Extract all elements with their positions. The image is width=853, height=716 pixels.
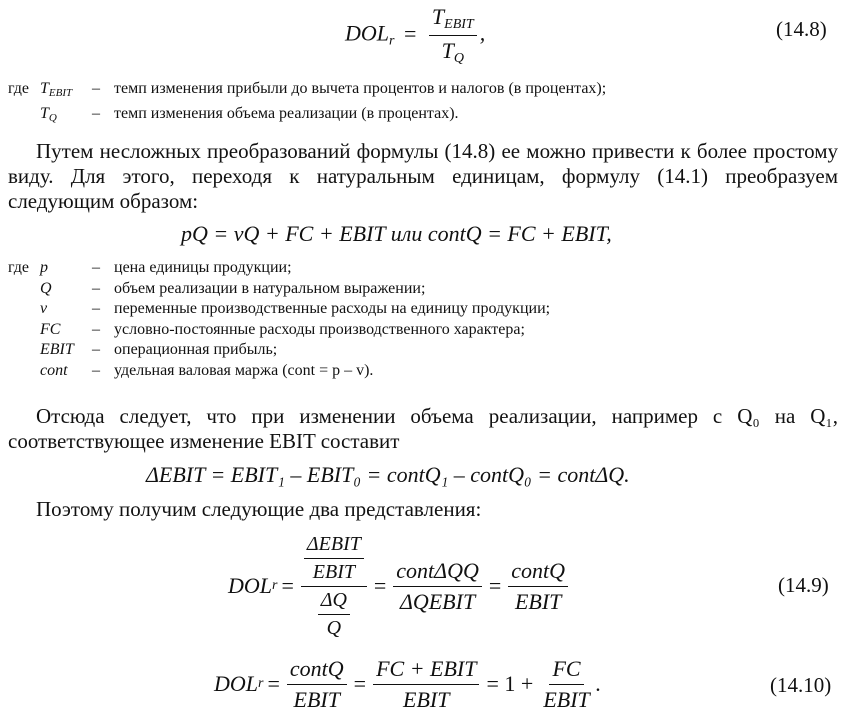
definition-row: Q – объем реализации в натуральном выражении; — [8, 279, 550, 300]
definition-dash: – — [92, 104, 100, 122]
equals-one-plus: = 1 + — [486, 671, 534, 696]
denominator-subscript: Q — [453, 51, 464, 66]
fraction-cont-dq-q: $\frac{\text{contΔQQ}}{\text{ΔQEBIT}}$ — [393, 558, 482, 615]
equals-sign: = — [488, 573, 502, 598]
denominator-symbol: T — [441, 38, 454, 63]
dol-subscript: r — [258, 676, 264, 691]
definition-symbol: cont — [40, 361, 68, 379]
fraction-fc-plus-ebit-over-ebit: $\frac{\text{FC + EBIT}}{\text{EBIT}}$ — [373, 656, 479, 713]
dol-subscript: r — [389, 33, 395, 49]
definition-symbol: p — [40, 259, 48, 276]
equation-contq: pQ = vQ + FC + EBIT или contQ = FC + EBIT, — [181, 221, 612, 246]
dol-symbol: DOL — [214, 671, 259, 696]
definition-text: удельная валовая маржа (cont = p – v). — [114, 361, 374, 379]
equals-sign: = — [267, 671, 280, 696]
equals-sign: = — [403, 20, 417, 46]
definition-row: cont – удельная валовая маржа (cont = p – v). — [8, 361, 550, 382]
definition-text: темп изменения прибыли до вычета процентов и налогов (в процентах); — [114, 80, 607, 97]
dol-symbol: DOL — [228, 573, 273, 598]
definition-row — [8, 79, 606, 104]
definition-symbol: FC — [40, 320, 61, 338]
definition-symbol: Q — [40, 279, 52, 297]
equation-tail: , — [479, 20, 486, 46]
equation-14-8 — [345, 4, 485, 67]
definition-text: переменные производственные расходы на единицу продукции; — [114, 300, 551, 317]
dol-symbol: DOL — [345, 20, 390, 46]
definition-text: темп изменения объема реализации (в процентах). — [114, 104, 459, 122]
dol-subscript: r — [272, 578, 278, 593]
definition-dash: – — [92, 80, 100, 97]
fraction-fc-over-ebit: $\frac{FC}{\text{EBIT}}$ — [543, 655, 590, 712]
equals-sign: = — [373, 573, 387, 598]
paragraph-text: Путем несложных преобразований формулы (14.8) ее можно привести к более простому виду. Для этого, переходя к натуральным единицам, формулу (14.1) преобразуем следующим образом: — [8, 139, 838, 213]
fraction-t-ebit-over-t-q — [429, 4, 477, 67]
definitions-list-2 — [8, 258, 550, 381]
numerator-symbol: T — [431, 4, 445, 29]
equals-sign: = — [281, 573, 294, 598]
equation-delta-ebit: ΔEBIT = EBIT₁ – EBIT₀ = contQ₁ – contQ₀ = contΔQ. — [146, 462, 630, 487]
equation-number-14-9: (14.9) — [778, 573, 829, 597]
definition-symbol: $T_{EBIT}$ — [40, 80, 73, 99]
fraction-delta-ebit-over-ebit: $\frac{\text{ΔEBIT}}{\text{EBIT}}$ — [304, 533, 364, 584]
definition-text: цена единицы продукции; — [114, 259, 292, 276]
equation-14-10 — [214, 654, 601, 714]
definition-prefix — [8, 104, 40, 129]
definition-symbol: $T_Q$ — [40, 104, 57, 124]
definition-symbol: EBIT — [40, 341, 74, 358]
paragraph-representations — [8, 497, 838, 522]
numerator-subscript: EBIT — [444, 17, 474, 32]
fraction-delta-q-over-q: $\frac{\Delta Q}{Q}$ — [318, 589, 350, 640]
definitions-list-1 — [8, 79, 606, 128]
equation-number-14-8: (14.8) — [776, 17, 827, 41]
equation-14-9 — [228, 530, 571, 642]
definition-text: условно-постоянные расходы производственного характера; — [114, 320, 525, 338]
definition-row: FC – условно-постоянные расходы производственного характера; — [8, 320, 550, 341]
equation-tail: . — [595, 671, 602, 696]
compound-fraction — [301, 533, 367, 640]
definition-row: где p – цена единицы продукции; — [8, 258, 550, 279]
equals-sign: = — [353, 671, 367, 696]
fraction-contq-over-ebit: $\frac{\text{contQ}}{\text{EBIT}}$ — [287, 656, 347, 713]
definition-row: v – переменные производственные расходы на единицу продукции; — [8, 299, 550, 320]
definition-prefix: где — [8, 80, 30, 97]
definition-text: операционная прибыль; — [114, 341, 278, 358]
fraction-contq-over-ebit: $\frac{\text{contQ}}{\text{EBIT}}$ — [508, 558, 568, 615]
definition-text: объем реализации в натуральном выражении; — [114, 279, 426, 297]
paragraph-transformation — [8, 139, 838, 214]
definition-symbol: v — [40, 300, 48, 317]
definition-row — [8, 104, 606, 129]
paragraph-volume-change — [8, 404, 838, 454]
paragraph-text: Поэтому получим следующие два представления: — [36, 497, 482, 521]
definition-row: EBIT – операционная прибыль; — [8, 340, 550, 361]
equation-number-14-10: (14.10) — [770, 673, 832, 697]
paragraph-text: Отсюда следует, что при изменении объема реализации, например с Q₀ на Q₁, соответствующее изменение EBIT составит — [8, 404, 838, 453]
